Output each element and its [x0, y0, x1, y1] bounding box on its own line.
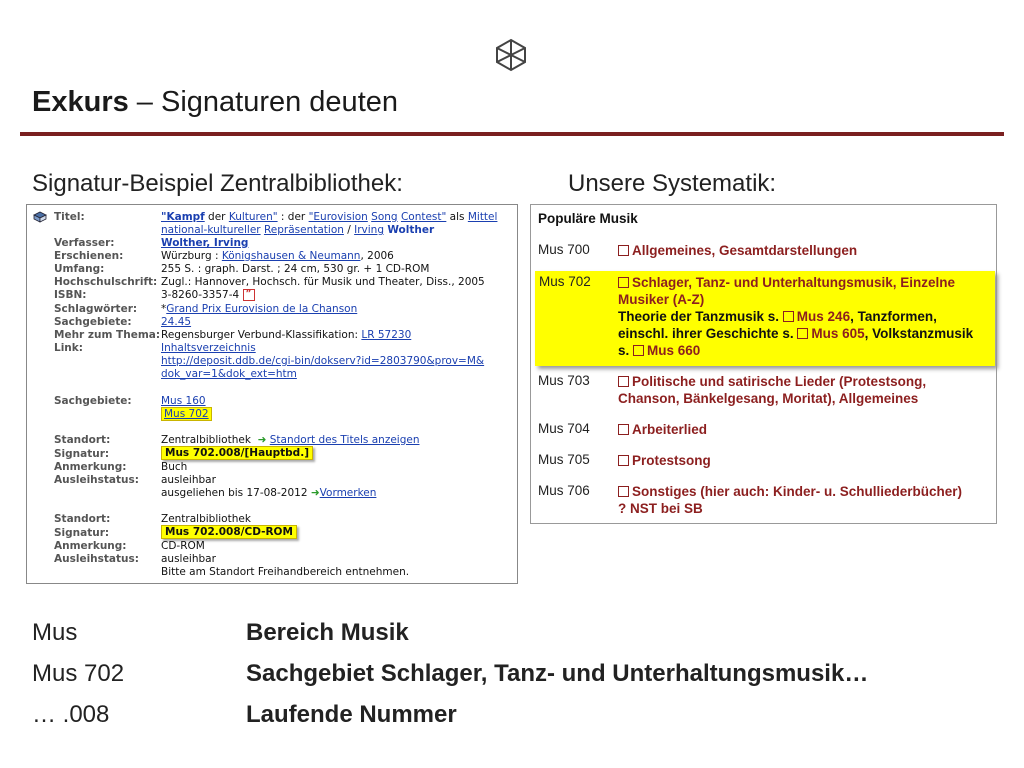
holding2-standort: Zentralbibliothek	[161, 513, 251, 525]
field-value-erschienen: Würzburg : Königshausen & Neumann, 2006	[161, 250, 394, 262]
holding2-anmerkung: CD-ROM	[161, 540, 205, 552]
title-link-mittel[interactable]: Mittel	[467, 211, 498, 223]
explanation-key-mus: Mus	[32, 619, 78, 646]
holding1-standort: Zentralbibliothek ➜ Standort des Titels anzeigen	[161, 434, 420, 446]
external-link-icon	[618, 424, 629, 435]
holding1-anmerkung: Buch	[161, 461, 188, 473]
field-value-mehr-zum-thema: Regensburger Verbund-Klassifikation: LR 57230	[161, 329, 412, 341]
holding1-signatur: Mus 702.008/[Hauptbd.]	[161, 446, 313, 460]
explanation-key-mus-702: Mus 702	[32, 660, 125, 687]
cube-logo-icon	[494, 38, 528, 72]
author-link[interactable]: Wolther, Irving	[161, 237, 249, 249]
publisher-link[interactable]: Königshausen & Neumann	[221, 250, 361, 262]
external-link-icon	[618, 277, 629, 288]
external-link-icon	[783, 311, 794, 322]
inhaltsverzeichnis-link[interactable]: Inhaltsverzeichnis	[161, 342, 256, 354]
title-link-repraesentation[interactable]: Repräsentation	[263, 224, 344, 236]
field-label-erschienen: Erschienen:	[54, 250, 124, 262]
field-label-mehr-zum-thema: Mehr zum Thema:	[54, 329, 161, 341]
right-heading: Unsere Systematik:	[568, 170, 777, 197]
rvk-link[interactable]: LR 57230	[361, 329, 412, 341]
field-label-sachgebiete-2: Sachgebiete:	[54, 395, 132, 407]
left-heading: Signatur-Beispiel Zentralbibliothek:	[32, 170, 403, 197]
holding1-ausleih: ausleihbar	[161, 474, 216, 486]
title-divider	[20, 132, 1004, 136]
sachgebiet-link[interactable]: 24.45	[161, 316, 192, 328]
holding2-ausleih: ausleihbar	[161, 553, 216, 565]
ref-mus-660[interactable]: Mus 660	[647, 343, 701, 358]
explanation-value-008: Laufende Nummer	[246, 701, 457, 728]
title-link-eurovision[interactable]: "Eurovision	[308, 211, 368, 223]
field-label-isbn: ISBN:	[54, 289, 87, 301]
quote-icon[interactable]: ”	[243, 289, 255, 301]
record-title-line2: national-kultureller Repräsentation / Irving Wolther	[161, 224, 435, 236]
title-link-kulturen[interactable]: Kulturen"	[228, 211, 278, 223]
catalog-record-panel	[26, 204, 518, 584]
holding1-ausleih-label: Ausleihstatus:	[54, 474, 139, 486]
slide-title: Exkurs – Signaturen deuten	[32, 86, 399, 118]
external-link-icon	[618, 486, 629, 497]
title-link-wolther[interactable]: Wolther	[387, 224, 435, 236]
holding2-ausleih-label: Ausleihstatus:	[54, 553, 139, 565]
holding2-standort-label: Standort:	[54, 513, 111, 525]
field-label-titel: Titel:	[54, 211, 85, 223]
title-link-irving[interactable]: Irving	[354, 224, 384, 236]
arrow-right-icon: ➜	[310, 487, 320, 499]
book-icon	[33, 211, 47, 223]
ref-mus-246[interactable]: Mus 246	[796, 309, 851, 324]
title-link-kampf[interactable]: "Kampf	[161, 211, 205, 223]
explanation-value-mus: Bereich Musik	[246, 619, 409, 646]
holding2-anmerkung-label: Anmerkung:	[54, 540, 127, 552]
vormerken-link[interactable]: Vormerken	[319, 487, 377, 499]
field-label-link: Link:	[54, 342, 83, 354]
holding2-signatur: Mus 702.008/CD-ROM	[161, 525, 297, 539]
field-label-schlagwoerter: Schlagwörter:	[54, 303, 138, 315]
deposit-url-link[interactable]: http://deposit.ddb.de/cgi-bin/dokserv?id=2803790&prov=M&	[161, 355, 485, 367]
holding1-standort-label: Standort:	[54, 434, 111, 446]
field-label-hochschulschrift: Hochschulschrift:	[54, 276, 158, 288]
holding2-ausleih-line2: Bitte am Standort Freihandbereich entnehmen.	[161, 566, 410, 578]
sachgebiet-mus-702-link[interactable]: Mus 702	[161, 407, 212, 421]
holding2-signatur-label: Signatur:	[54, 527, 110, 539]
deposit-url-link-line2[interactable]: dok_var=1&dok_ext=htm	[161, 368, 297, 380]
field-label-umfang: Umfang:	[54, 263, 105, 275]
title-link-national[interactable]: national-kultureller	[161, 224, 261, 236]
explanation-value-mus-702: Sachgebiet Schlager, Tanz- und Unterhaltungsmusik…	[246, 660, 869, 687]
external-link-icon	[618, 245, 629, 256]
systematik-header: Populäre Musik	[538, 211, 638, 226]
ref-mus-605[interactable]: Mus 605	[811, 326, 865, 341]
field-value-isbn: 3-8260-3357-4 ”	[161, 289, 255, 302]
external-link-icon	[797, 328, 808, 339]
external-link-icon	[633, 345, 644, 356]
subject-link[interactable]: Grand Prix Eurovision de la Chanson	[166, 303, 358, 315]
systematik-row-mus-702-highlight[interactable]: Mus 702 Schlager, Tanz- und Unterhaltungsmusik, Einzelne Musiker (A-Z) Theorie der Tanzmusik s. Mus 246, Tanzformen, einschl. ihrer Geschichte s. Mus 605, Volkstanzmusik s. Mus 660	[535, 271, 995, 366]
field-label-sachgebiete: Sachgebiete:	[54, 316, 132, 328]
field-label-verfasser: Verfasser:	[54, 237, 115, 249]
systematik-panel: Populäre Musik Mus 700 Allgemeines, Gesamtdarstellungen Mus 702 Schlager, Tanz- und Unterhaltungsmusik, Einzelne Musiker (A-Z) Theorie der Tanzmusik s. Mus 246, Tanzformen, einschl. ihrer Geschichte s. Mus 605, Volkstanzmusik s. Mus 660 Mus 703 Politische und satirische Lieder (Protestsong, Chanson, Bänkelgesang, Moritat), Allgemeines Mus 704 Arbeiterlied Mus 705 Protestsong Mus 706 Sonstiges (hier auch: Kinder- u. Schulliederbücher) ? NST bei SB	[530, 204, 997, 524]
external-link-icon	[618, 376, 629, 387]
external-link-icon	[618, 455, 629, 466]
field-value-hochschulschrift: Zugl.: Hannover, Hochsch. für Musik und Theater, Diss., 2005	[161, 276, 485, 288]
field-value-umfang: 255 S. : graph. Darst. ; 24 cm, 530 gr. + 1 CD-ROM	[161, 263, 430, 275]
record-title: "Kampf der Kulturen" : der "Eurovision Song Contest" als Mittel	[161, 211, 498, 223]
holding1-anmerkung-label: Anmerkung:	[54, 461, 127, 473]
explanation-key-008: … .008	[32, 701, 110, 728]
standort-anzeigen-link[interactable]: Standort des Titels anzeigen	[269, 434, 420, 446]
holding1-ausleih-line2: ausgeliehen bis 17-08-2012 ➜Vormerken	[161, 487, 377, 499]
title-link-song[interactable]: Song	[371, 211, 398, 223]
sachgebiet-mus-160-link[interactable]: Mus 160	[161, 395, 206, 407]
title-link-contest[interactable]: Contest"	[400, 211, 447, 223]
field-value-schlagwoerter: *Grand Prix Eurovision de la Chanson	[161, 303, 358, 315]
arrow-right-icon: ➜	[257, 434, 267, 446]
holding1-signatur-label: Signatur:	[54, 448, 110, 460]
